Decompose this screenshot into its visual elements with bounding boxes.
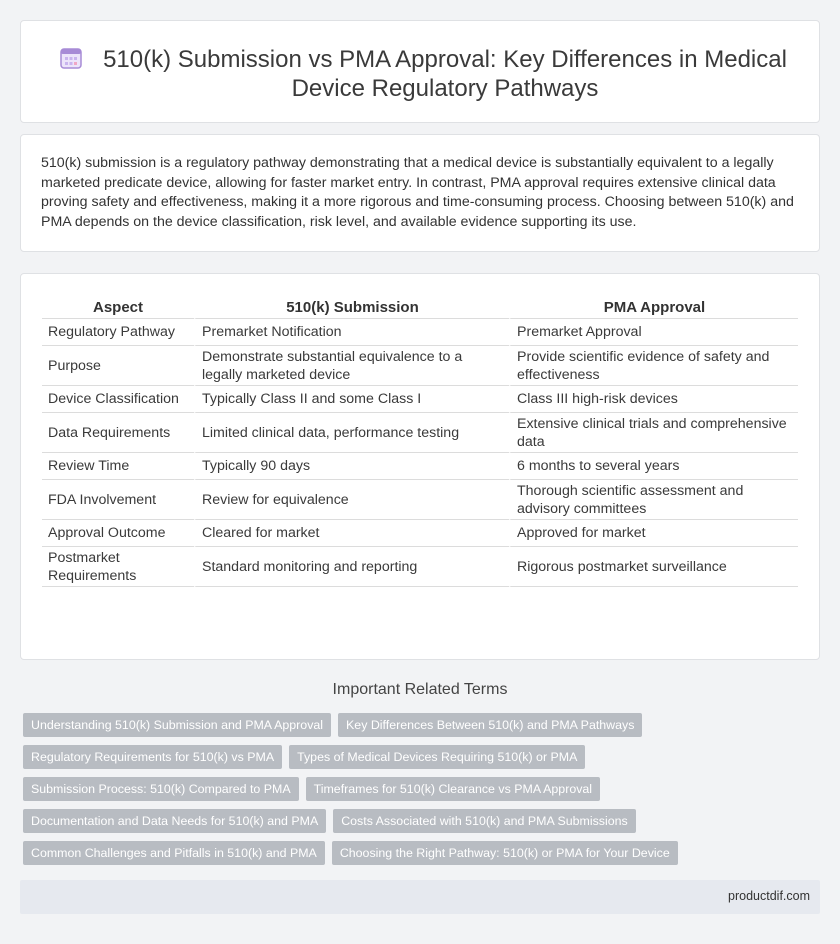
cell-510k: Premarket Notification <box>194 319 509 346</box>
header-aspect: Aspect <box>42 296 194 319</box>
cell-510k: Typically 90 days <box>194 453 509 480</box>
cell-aspect: Device Classification <box>42 386 194 413</box>
table-row <box>42 413 798 453</box>
cell-pma: Provide scientific evidence of safety and effectiveness <box>509 346 798 386</box>
cell-pma: Thorough scientific assessment and advisory committees <box>509 480 798 520</box>
cell-510k: Standard monitoring and reporting <box>194 547 509 587</box>
header-510k: 510(k) Submission <box>194 296 509 319</box>
table-row <box>42 453 798 480</box>
table-row <box>42 520 798 547</box>
comparison-card <box>20 273 820 660</box>
related-terms-row <box>23 841 823 865</box>
related-terms-row <box>23 745 823 769</box>
cell-aspect: Purpose <box>42 346 194 386</box>
table-row <box>42 480 798 520</box>
cell-pma: Rigorous postmarket surveillance <box>509 547 798 587</box>
cell-aspect: FDA Involvement <box>42 480 194 520</box>
cell-510k: Cleared for market <box>194 520 509 547</box>
page-title: 510(k) Submission vs PMA Approval: Key Differences in Medical Device Regulatory Pathways <box>103 46 787 102</box>
table-row <box>42 319 798 346</box>
related-term-link[interactable]: Documentation and Data Needs for 510(k) and PMA <box>23 809 326 833</box>
intro-card <box>20 134 820 252</box>
related-term-link[interactable]: Types of Medical Devices Requiring 510(k) or PMA <box>289 745 585 769</box>
cell-510k: Limited clinical data, performance testing <box>194 413 509 453</box>
cell-pma: 6 months to several years <box>509 453 798 480</box>
cell-510k: Review for equivalence <box>194 480 509 520</box>
related-term-link[interactable]: Key Differences Between 510(k) and PMA Pathways <box>338 713 642 737</box>
table-row <box>42 547 798 587</box>
cell-aspect: Data Requirements <box>42 413 194 453</box>
cell-510k: Demonstrate substantial equivalence to a legally marketed device <box>194 346 509 386</box>
footer-site: productdif.com <box>728 889 810 903</box>
comparison-table <box>42 296 798 587</box>
cell-aspect: Approval Outcome <box>42 520 194 547</box>
cell-aspect: Regulatory Pathway <box>42 319 194 346</box>
table-row <box>42 386 798 413</box>
related-term-link[interactable]: Costs Associated with 510(k) and PMA Submissions <box>333 809 636 833</box>
related-term-link[interactable]: Submission Process: 510(k) Compared to PMA <box>23 777 299 801</box>
related-terms-heading: Important Related Terms <box>332 681 508 698</box>
related-terms-list <box>23 713 823 873</box>
cell-pma: Premarket Approval <box>509 319 798 346</box>
cell-510k: Typically Class II and some Class I <box>194 386 509 413</box>
related-terms-row <box>23 777 823 801</box>
header-card <box>20 20 820 123</box>
cell-pma: Extensive clinical trials and comprehensive data <box>509 413 798 453</box>
intro-text: 510(k) submission is a regulatory pathway demonstrating that a medical device is substantially equivalent to a legally marketed predicate device, allowing for faster market entry. In contrast, PMA approval requires extensive clinical data proving safety and effectiveness, making it a more rigorous and time-consuming process. Choosing between 510(k) and PMA depends on the device classification, risk level, and available evidence supporting its use. <box>41 155 794 230</box>
cell-aspect: Postmarket Requirements <box>42 547 194 587</box>
related-term-link[interactable]: Understanding 510(k) Submission and PMA Approval <box>23 713 331 737</box>
related-term-link[interactable]: Timeframes for 510(k) Clearance vs PMA Approval <box>306 777 600 801</box>
table-header-row <box>42 296 798 319</box>
related-terms-row <box>23 713 823 737</box>
related-term-link[interactable]: Regulatory Requirements for 510(k) vs PMA <box>23 745 282 769</box>
header-pma: PMA Approval <box>509 296 798 319</box>
related-term-link[interactable]: Common Challenges and Pitfalls in 510(k) and PMA <box>23 841 325 865</box>
related-terms-row <box>23 809 823 833</box>
table-row <box>42 346 798 386</box>
cell-pma: Class III high-risk devices <box>509 386 798 413</box>
cell-pma: Approved for market <box>509 520 798 547</box>
footer <box>20 880 820 914</box>
cell-aspect: Review Time <box>42 453 194 480</box>
related-term-link[interactable]: Choosing the Right Pathway: 510(k) or PMA for Your Device <box>332 841 678 865</box>
